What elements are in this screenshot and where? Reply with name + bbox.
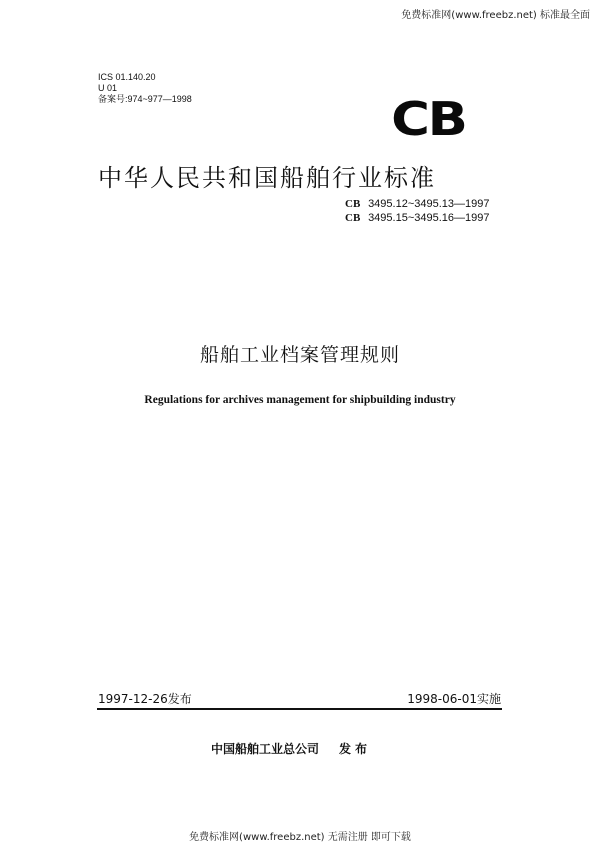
document-title-cn: 船舶工业档案管理规则	[199, 344, 400, 366]
standard-range-1: 3495.12~3495.13—1997	[368, 198, 490, 210]
record-number: 备案号:974~977—1998	[98, 94, 192, 104]
logo-text: CB	[390, 92, 466, 146]
watermark-bottom: 免费标准网(www.freebz.net) 无需注册 即可下载	[189, 832, 411, 843]
page-title: 中华人民共和国船舶行业标准	[98, 164, 436, 192]
standard-numbers	[345, 197, 489, 225]
standard-range-2: 3495.15~3495.16—1997	[368, 212, 490, 224]
standard-number-line-2	[345, 211, 489, 225]
issuer	[211, 740, 371, 757]
cb-logo-icon	[388, 94, 468, 144]
issuer-action: 发布	[339, 742, 372, 756]
standard-prefix: CB	[345, 212, 361, 224]
issuer-name: 中国船舶工业总公司	[211, 742, 320, 756]
document-title-en: Regulations for archives management for shipbuilding industry	[144, 394, 456, 406]
divider	[97, 708, 502, 710]
issue-date: 1997-12-26发布	[98, 692, 192, 706]
effective-date: 1998-06-01实施	[407, 692, 501, 706]
category-code: U 01	[98, 83, 118, 93]
standard-number-line-1	[345, 197, 489, 211]
standard-prefix: CB	[345, 198, 361, 210]
classification-codes	[98, 72, 192, 105]
ics-code: ICS 01.140.20	[98, 72, 156, 82]
watermark-top: 免费标准网(www.freebz.net) 标准最全面	[401, 10, 590, 21]
